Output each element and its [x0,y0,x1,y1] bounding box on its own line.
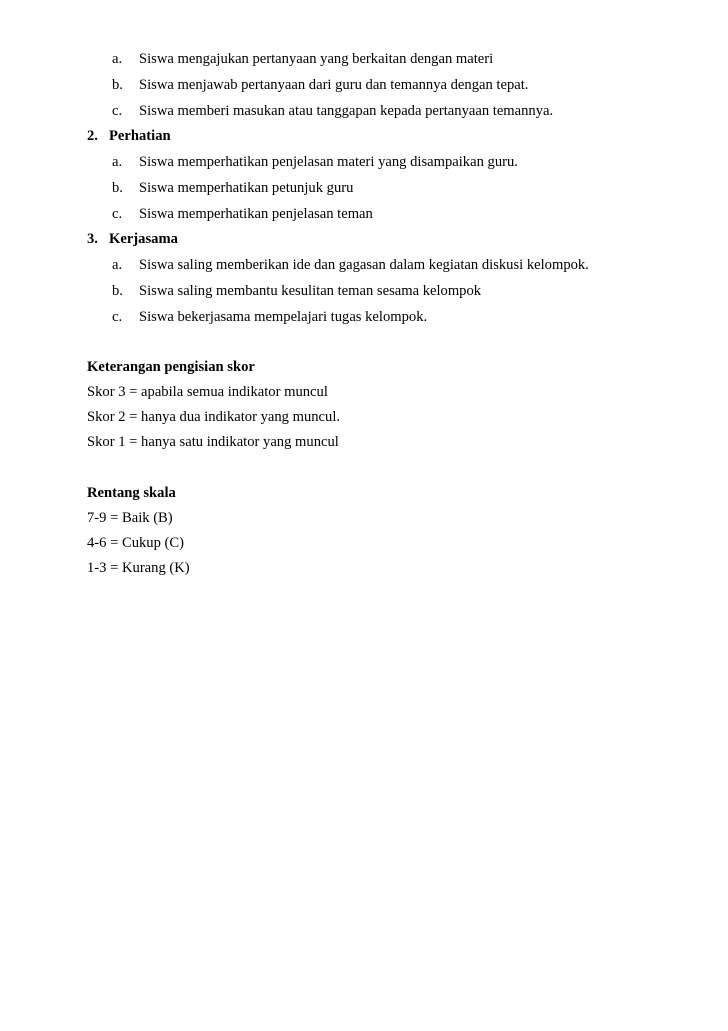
score-note-text: Skor 1 = hanya satu indikator yang muncul [87,434,339,450]
section-title: Kerjasama [109,231,178,247]
score-note-title: Keterangan pengisian skor [87,359,255,375]
scale-text: 4-6 = Cukup (C) [87,535,185,551]
list-item-text: Siswa memberi masukan atau tanggapan kepada pertanyaan temannya. [139,103,554,119]
list-item-text: Siswa memperhatikan petunjuk guru [139,180,354,196]
list-marker: a. [112,257,123,273]
list-item-text: Siswa bekerjasama mempelajari tugas kelompok. [139,309,428,325]
section-title: Perhatian [109,128,171,144]
list-item-text: Siswa memperhatikan penjelasan materi yang disampaikan guru. [139,154,518,170]
scale-text: 1-3 = Kurang (K) [87,560,190,576]
list-marker: b. [112,180,123,196]
list-marker: c. [112,309,123,325]
scale-title: Rentang skala [87,485,176,501]
list-marker: a. [112,154,123,170]
list-item-text: Siswa saling memberikan ide dan gagasan dalam kegiatan diskusi kelompok. [139,257,589,273]
scale-text: 7-9 = Baik (B) [87,510,173,526]
score-note-text: Skor 2 = hanya dua indikator yang muncul. [87,409,341,425]
score-note-text: Skor 3 = apabila semua indikator muncul [87,384,328,400]
section-number: 2. [87,128,98,144]
list-marker: c. [112,206,123,222]
list-marker: a. [112,51,123,67]
list-item-text: Siswa memperhatikan penjelasan teman [139,206,373,222]
list-item-text: Siswa saling membantu kesulitan teman sesama kelompok [139,283,482,299]
list-marker: b. [112,283,123,299]
list-marker: b. [112,77,123,93]
list-item-text: Siswa mengajukan pertanyaan yang berkaitan dengan materi [139,51,494,67]
section-number: 3. [87,231,98,247]
list-item-text: Siswa menjawab pertanyaan dari guru dan temannya dengan tepat. [139,77,529,93]
list-marker: c. [112,103,123,119]
